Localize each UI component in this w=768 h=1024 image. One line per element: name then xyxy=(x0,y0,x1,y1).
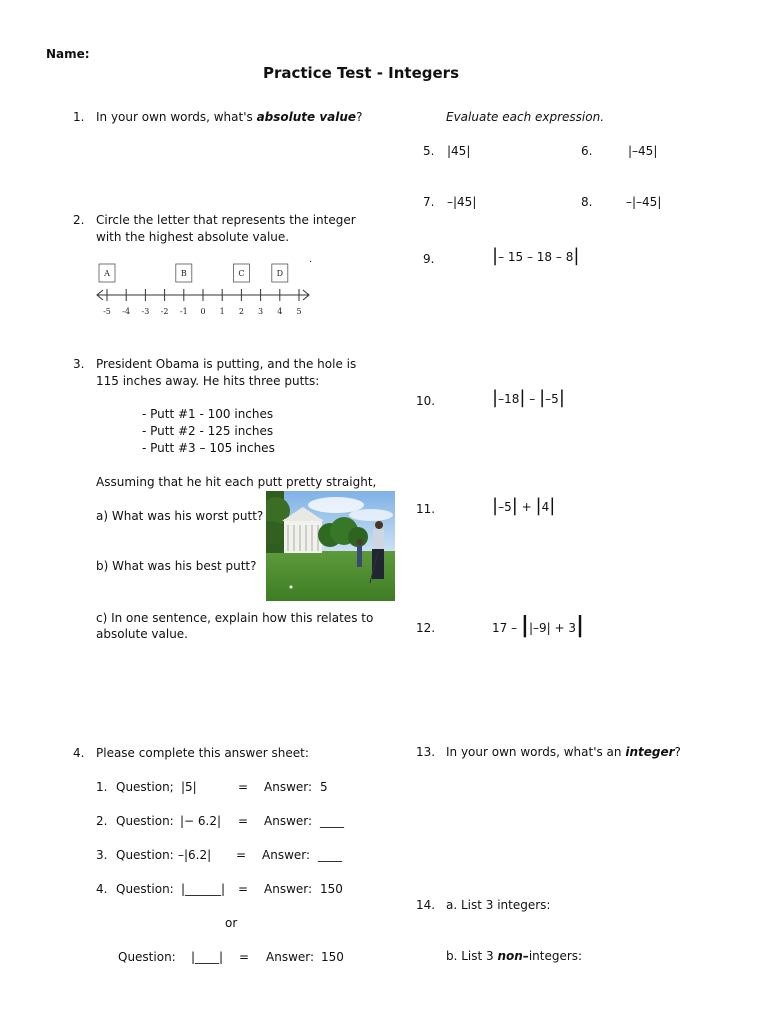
sheet-expression-blank[interactable]: |______| xyxy=(181,882,226,896)
sheet-answer-value: 150 xyxy=(320,882,343,896)
stray-dot: . xyxy=(309,254,313,265)
question-number: 6. xyxy=(581,144,593,158)
sheet-answer-value: 5 xyxy=(320,780,328,794)
sheet-question-label: Question: xyxy=(118,950,176,964)
page-title: Practice Test - Integers xyxy=(262,64,460,82)
number-line-tick-label: -2 xyxy=(160,307,169,316)
q3-b: b) What was his best putt? xyxy=(96,559,257,573)
question-number: 11. xyxy=(416,502,436,516)
question-number: 12. xyxy=(416,621,436,635)
or-label: or xyxy=(225,916,238,930)
sheet-question-label: Question: xyxy=(116,882,174,896)
q14-b: b. List 3 non–integers: xyxy=(446,949,583,963)
q11-expression: |–5| + |4| xyxy=(492,495,556,516)
question-number: 8. xyxy=(581,195,593,209)
sheet-equals: = xyxy=(238,882,249,896)
number-line-marker-letter: B xyxy=(180,269,187,278)
question-number: 3. xyxy=(73,357,85,371)
sheet-answer-blank[interactable]: ____ xyxy=(320,814,344,828)
number-line-tick-label: -3 xyxy=(141,307,150,316)
question-number: 2. xyxy=(73,213,85,227)
q3-a: a) What was his worst putt? xyxy=(96,509,264,523)
evaluate-instruction: Evaluate each expression. xyxy=(446,110,605,124)
sheet-question-label: Question: xyxy=(116,848,174,862)
q5-expression: |45| xyxy=(447,144,471,158)
question-number: 13. xyxy=(416,745,436,759)
sheet-row-number: 2. xyxy=(96,814,108,828)
question-number: 14. xyxy=(416,898,436,912)
number-line-marker-letter: D xyxy=(276,269,284,278)
q4-intro: Please complete this answer sheet: xyxy=(96,746,309,760)
number-line-tick-label: 3 xyxy=(258,307,264,316)
q7-expression: –|45| xyxy=(447,195,477,209)
question-number: 4. xyxy=(73,746,85,760)
sheet-answer-label: Answer: xyxy=(264,814,313,828)
q3-line2: 115 inches away. He hits three putts: xyxy=(96,374,320,388)
question-number: 9. xyxy=(423,252,435,266)
number-line-tick-label: 4 xyxy=(277,307,283,316)
q10-expression: |–18| – |–5| xyxy=(492,387,565,408)
sheet-expression-blank[interactable]: |____| xyxy=(191,950,224,964)
q8-expression: –|–45| xyxy=(626,195,662,209)
sheet-question-label: Question; xyxy=(116,780,174,794)
q13-text: In your own words, what's an integer? xyxy=(446,745,681,759)
question-number: 1. xyxy=(73,110,85,124)
number-line-tick-label: 2 xyxy=(238,307,244,316)
putt-item: - Putt #1 - 100 inches xyxy=(142,407,274,421)
sheet-answer-label: Answer: xyxy=(264,780,313,794)
sheet-row-number: 4. xyxy=(96,882,108,896)
number-line-marker-letter: C xyxy=(238,269,245,278)
number-line-tick-label: 1 xyxy=(219,307,225,316)
sheet-answer-label: Answer: xyxy=(264,882,313,896)
sheet-answer-value: 150 xyxy=(321,950,344,964)
sheet-equals: = xyxy=(239,950,250,964)
q2-line1: Circle the letter that represents the integer xyxy=(96,213,356,227)
q3-c-line2: absolute value. xyxy=(96,627,188,641)
q1-text: In your own words, what's absolute value? xyxy=(96,110,363,124)
sheet-expression: |5| xyxy=(181,780,197,794)
sheet-expression: –|6.2| xyxy=(178,848,212,862)
sheet-equals: = xyxy=(238,814,249,828)
q12-expression: 17 – ||–9| + 3| xyxy=(492,613,585,638)
sheet-answer-label: Answer: xyxy=(262,848,311,862)
sheet-answer-label: Answer: xyxy=(266,950,315,964)
q14-a: a. List 3 integers: xyxy=(446,898,551,912)
q6-expression: |–45| xyxy=(628,144,658,158)
q3-line1: President Obama is putting, and the hole is xyxy=(96,357,357,371)
number-line xyxy=(94,262,320,322)
putt-item: - Putt #3 – 105 inches xyxy=(142,441,275,455)
question-number: 5. xyxy=(423,144,435,158)
sheet-expression: |− 6.2| xyxy=(180,814,222,828)
sheet-row-number: 3. xyxy=(96,848,108,862)
number-line-marker-letter: A xyxy=(104,269,110,278)
q3-c-line1: c) In one sentence, explain how this relates to xyxy=(96,611,374,625)
number-line-tick-label: 0 xyxy=(200,307,206,316)
number-line-tick-label: 5 xyxy=(296,307,302,316)
sheet-question-label: Question: xyxy=(116,814,174,828)
number-line-tick-label: -4 xyxy=(122,307,131,316)
number-line-tick-label: -1 xyxy=(179,307,188,316)
q9-expression: |– 15 – 18 – 8| xyxy=(492,245,580,266)
sheet-equals: = xyxy=(238,780,249,794)
question-number: 10. xyxy=(416,394,436,408)
q3-assume: Assuming that he hit each putt pretty straight, xyxy=(96,475,377,489)
golf-photo xyxy=(266,491,395,601)
putt-item: - Putt #2 - 125 inches xyxy=(142,424,274,438)
sheet-equals: = xyxy=(236,848,247,862)
sheet-answer-blank[interactable]: ____ xyxy=(318,848,342,862)
sheet-row-number: 1. xyxy=(96,780,108,794)
number-line-tick-label: -5 xyxy=(103,307,111,316)
question-number: 7. xyxy=(423,195,435,209)
name-label: Name: xyxy=(46,47,90,61)
q2-line2: with the highest absolute value. xyxy=(96,230,290,244)
